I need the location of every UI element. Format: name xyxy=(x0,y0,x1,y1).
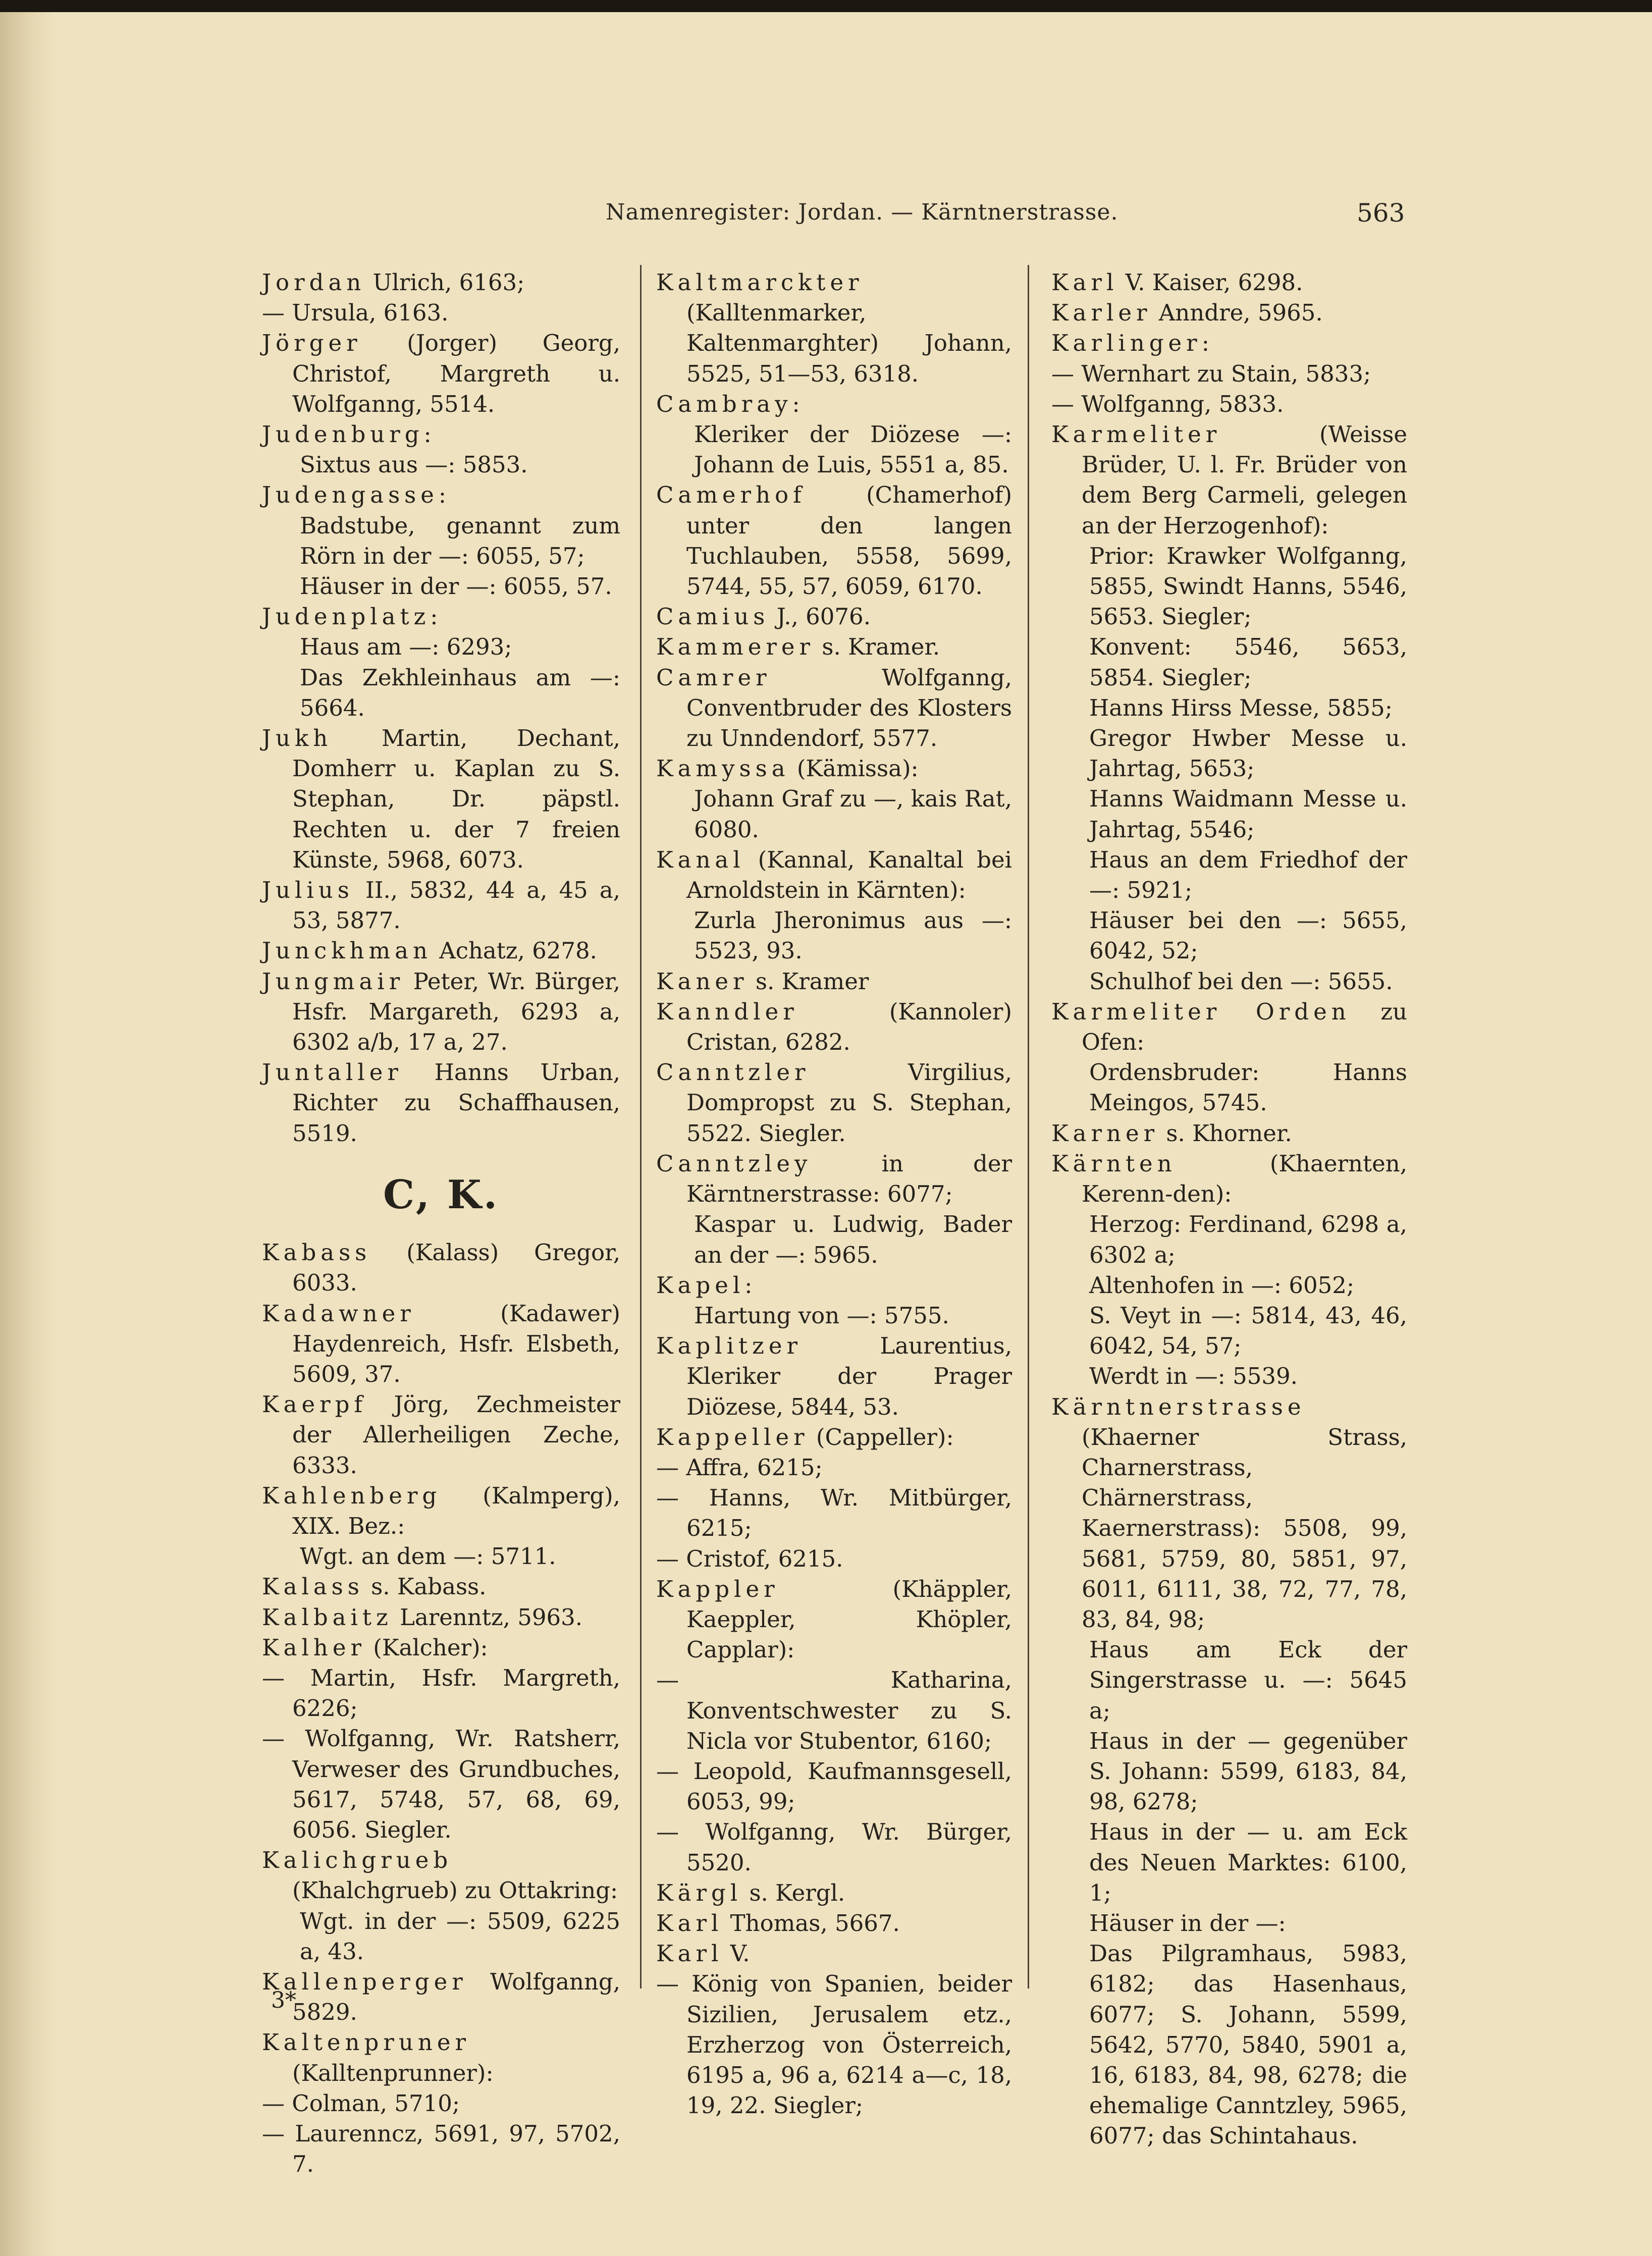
index-subentry xyxy=(1051,1209,1407,1270)
entry-keyword: Kalher xyxy=(262,1634,366,1661)
entry-keyword: Jukh xyxy=(262,725,333,752)
index-entry xyxy=(656,663,1012,754)
entry-text: s. Kergl. xyxy=(742,1879,845,1906)
entry-keyword: Kaerpf xyxy=(262,1391,367,1418)
entry-text: Kleriker der Diözese —: Johann de Luis, 5551 a, 85. xyxy=(694,421,1012,478)
index-entry xyxy=(656,1878,1012,1908)
entry-text: Wgt. in der —: 5509, 6225 a, 43. xyxy=(300,1907,620,1965)
index-entry xyxy=(656,1149,1012,1209)
index-entry xyxy=(262,1389,620,1481)
entry-text: — Laurenncz, 5691, 97, 5702, 7. xyxy=(262,2120,620,2178)
entry-text: Hartung von —: 5755. xyxy=(694,1302,949,1329)
index-entry xyxy=(262,298,620,328)
entry-text: Thomas, 5667. xyxy=(723,1909,900,1937)
entry-text: V. xyxy=(723,1940,750,1967)
index-entry xyxy=(262,1633,620,1663)
index-entry xyxy=(262,966,620,1058)
entry-text: — Leopold, Kaufmannsgesell, 6053, 99; xyxy=(656,1757,1012,1815)
entry-text: — Hanns, Wr. Mitbürger, 6215; xyxy=(656,1484,1012,1542)
entry-keyword: Kärntnerstrasse xyxy=(1051,1393,1306,1420)
entry-text: — Wolfganng, Wr. Ratsherr, Verweser des Grundbuches, 5617, 5748, 57, 68, 69, 6056. Siegler. xyxy=(262,1725,620,1843)
entry-keyword: Kalbaitz xyxy=(262,1603,393,1631)
index-column-1 xyxy=(262,267,620,2179)
entry-text: (Kalcher): xyxy=(365,1634,488,1661)
column-rule xyxy=(640,265,642,1989)
index-entry xyxy=(262,2088,620,2119)
index-subentry xyxy=(1051,1361,1407,1391)
index-entry xyxy=(656,997,1012,1057)
entry-text: J., 6076. xyxy=(769,603,871,630)
index-entry xyxy=(656,480,1012,602)
entry-keyword: Karmeliter xyxy=(1051,421,1221,448)
entry-keyword: Juntaller xyxy=(262,1059,403,1086)
entry-text: Kaspar u. Ludwig, Bader an der —: 5965. xyxy=(694,1211,1012,1268)
entry-keyword: Karmeliter Orden xyxy=(1051,998,1351,1025)
index-entry xyxy=(1051,1392,1407,1635)
entry-text: Zurla Jheronimus aus —: 5523, 93. xyxy=(694,907,1012,964)
entry-text: — Katharina, Konventschwester zu S. Nicla vor Stubentor, 6160; xyxy=(656,1667,1012,1754)
entry-text: : xyxy=(430,603,438,630)
entry-text: Ulrich, 6163; xyxy=(365,269,525,296)
index-subentry xyxy=(1051,905,1407,966)
entry-text: Häuser in der —: 6055, 57. xyxy=(300,573,612,600)
entry-text: (Kannal, Kanaltal bei Arnoldstein in Kärnten): xyxy=(686,846,1012,904)
entry-keyword: Kammerer xyxy=(656,633,815,661)
index-entry xyxy=(656,632,1012,662)
index-entry xyxy=(262,1299,620,1390)
entry-text: (Khaerner Strass, Charnerstrass, Chärnerstrass, Kaernerstrass): 5508, 99, 5681, 5759, 80, 5851, 97, 6011, 6111, 38, 72, 77, 78, 83, 84, 98; xyxy=(1082,1423,1407,1633)
entry-text: Prior: Krawker Wolfganng, 5855, Swindt Hanns, 5546, 5653. Siegler; xyxy=(1089,542,1407,630)
index-column-2 xyxy=(656,267,1012,2121)
index-entry xyxy=(1051,267,1407,298)
index-entry xyxy=(262,602,620,632)
index-entry xyxy=(656,267,1012,389)
index-column-3 xyxy=(1051,267,1407,2152)
entry-text: V. Kaiser, 6298. xyxy=(1118,269,1303,296)
index-subentry xyxy=(656,784,1012,844)
index-entry xyxy=(656,1908,1012,1939)
index-entry xyxy=(262,2027,620,2088)
entry-keyword: Kaltenpruner xyxy=(262,2029,470,2056)
index-subentry xyxy=(1051,966,1407,997)
sheet-signature: 3* xyxy=(271,1988,296,2013)
index-entry xyxy=(262,2119,620,2179)
index-entry xyxy=(656,845,1012,905)
index-entry xyxy=(656,966,1012,997)
index-entry xyxy=(262,328,620,419)
index-subentry xyxy=(1051,1939,1407,2151)
entry-keyword: Camerhof xyxy=(656,481,806,509)
entry-keyword: Kappeller xyxy=(656,1423,809,1451)
entry-text: s. Kabass. xyxy=(363,1573,487,1600)
index-entry xyxy=(262,936,620,966)
entry-text: (Weisse Brüder, U. l. Fr. Brüder von dem Berg Carmeli, gelegen an der Herzogenhof): xyxy=(1082,421,1407,539)
entry-keyword: Jungmair xyxy=(262,968,405,995)
index-entry xyxy=(656,1969,1012,2121)
entry-text: Konvent: 5546, 5653, 5854. Siegler; xyxy=(1089,633,1407,691)
section-heading: C, K. xyxy=(383,1171,499,1218)
entry-keyword: Canntzler xyxy=(656,1059,810,1086)
index-entry xyxy=(656,1331,1012,1422)
index-subentry xyxy=(1051,1301,1407,1361)
entry-keyword: Kalass xyxy=(262,1573,364,1600)
entry-text: : xyxy=(744,1271,753,1299)
index-entry xyxy=(262,419,620,450)
entry-text: Sixtus aus —: 5853. xyxy=(300,451,528,478)
entry-text: Das Pilgramhaus, 5983, 6182; das Hasenhaus, 6077; S. Johann, 5599, 5642, 5770, 5840, 5901 a, 16, 6183, 84, 98, 6278; die ehemalige Canntzley, 5965, 6077; das Schintahaus. xyxy=(1089,1940,1407,2150)
entry-text: : xyxy=(1201,330,1209,357)
index-entry xyxy=(262,1967,620,2027)
index-subentry xyxy=(1051,541,1407,632)
index-subentry xyxy=(262,511,620,571)
entry-keyword: Camrer xyxy=(656,664,771,691)
entry-text: S. Veyt in —: 5814, 43, 46, 6042, 54, 57; xyxy=(1089,1302,1407,1360)
entry-text: Wgt. an dem —: 5711. xyxy=(300,1543,556,1570)
index-entry xyxy=(262,1238,620,1298)
index-entry xyxy=(262,1724,620,1845)
entry-text: Das Zekhleinhaus am —: 5664. xyxy=(300,664,620,721)
index-subentry xyxy=(656,905,1012,966)
column-rule xyxy=(1028,265,1029,1989)
entry-text: (Khaernten, Kerenn-den): xyxy=(1082,1150,1407,1208)
entry-keyword: Karl xyxy=(656,1940,723,1967)
entry-text: Larenntz, 5963. xyxy=(392,1603,583,1631)
entry-text: Anndre, 5965. xyxy=(1151,299,1323,327)
entry-keyword: Kärgl xyxy=(656,1879,742,1906)
index-entry xyxy=(656,1057,1012,1149)
entry-keyword: Kaltmarckter xyxy=(656,269,864,296)
index-subentry xyxy=(656,419,1012,480)
entry-text: Hanns Urban, Richter zu Schaffhausen, 5519. xyxy=(292,1059,620,1147)
entry-text: (Kalltenmarker, Kaltenmarghter) Johann, 5525, 51—53, 6318. xyxy=(686,299,1012,387)
index-entry xyxy=(656,1422,1012,1453)
entry-text: : xyxy=(438,481,447,509)
entry-text: s. Khorner. xyxy=(1159,1119,1292,1147)
entry-keyword: Canntzley xyxy=(656,1150,812,1177)
entry-text: Laurentius, Kleriker der Prager Diözese, 5844, 53. xyxy=(686,1332,1012,1420)
index-subentry xyxy=(1051,693,1407,723)
entry-keyword: Kaner xyxy=(656,968,749,995)
index-entry xyxy=(1051,1149,1407,1209)
entry-text: (Jorger) Georg, Christof, Margreth u. Wolfganng, 5514. xyxy=(292,330,620,417)
index-entry xyxy=(262,1845,620,1906)
index-entry xyxy=(262,1602,620,1633)
index-entry xyxy=(656,1544,1012,1574)
index-entry xyxy=(656,1483,1012,1543)
entry-keyword: Kahlenberg xyxy=(262,1482,442,1509)
index-entry xyxy=(1051,359,1407,389)
index-entry xyxy=(262,875,620,936)
entry-text: — Wolfganng, 5833. xyxy=(1051,390,1284,417)
index-entry xyxy=(1051,328,1407,358)
entry-keyword: Judenplatz xyxy=(262,603,431,630)
entry-text: — König von Spanien, beider Sizilien, Jerusalem etz., Erzherzog von Österreich, 6195 a, 96 a, 6214 a—c, 18, 19, 22. Siegler; xyxy=(656,1970,1012,2119)
index-entry xyxy=(656,754,1012,784)
entry-text: (Kadawer) Haydenreich, Hsfr. Elsbeth, 5609, 37. xyxy=(292,1300,620,1387)
entry-keyword: Judengasse xyxy=(262,481,439,509)
entry-text: Haus in der — gegenüber S. Johann: 5599, 6183, 84, 98, 6278; xyxy=(1089,1727,1407,1815)
index-entry xyxy=(262,1481,620,1541)
entry-text: : xyxy=(423,421,432,448)
index-entry xyxy=(656,1665,1012,1756)
entry-text: — Cristof, 6215. xyxy=(656,1545,843,1572)
entry-keyword: Kamyssa xyxy=(656,755,790,782)
index-entry xyxy=(1051,419,1407,541)
index-subentry xyxy=(1051,784,1407,844)
entry-text: (Cappeller): xyxy=(809,1423,954,1451)
index-subentry xyxy=(1051,632,1407,692)
entry-text: Wolfganng, Conventbruder des Klosters zu Unndendorf, 5577. xyxy=(686,664,1012,752)
entry-keyword: Karlinger xyxy=(1051,330,1202,357)
entry-text: Haus an dem Friedhof der —: 5921; xyxy=(1089,846,1407,904)
entry-text: Haus am Eck der Singerstrasse u. —: 5645 a; xyxy=(1089,1636,1407,1724)
entry-text: Hanns Hirss Messe, 5855; xyxy=(1089,694,1393,721)
entry-text: — Wernhart zu Stain, 5833; xyxy=(1051,360,1371,387)
entry-text: Peter, Wr. Bürger, Hsfr. Margareth, 6293 a, 6302 a/b, 17 a, 27. xyxy=(292,968,620,1056)
index-entry xyxy=(262,1057,620,1149)
entry-text: (Kalltenprunner): xyxy=(292,2059,494,2086)
index-subentry xyxy=(1051,1270,1407,1301)
index-subentry xyxy=(656,1301,1012,1331)
entry-text: — Affra, 6215; xyxy=(656,1454,823,1481)
entry-keyword: Kaplitzer xyxy=(656,1332,802,1360)
entry-keyword: Karl xyxy=(656,1909,723,1937)
entry-text: Haus in der — u. am Eck des Neuen Marktes: 6100, 1; xyxy=(1089,1818,1407,1906)
entry-keyword: Kärnten xyxy=(1051,1150,1177,1177)
page-number: 563 xyxy=(1357,198,1405,228)
entry-keyword: Kapel xyxy=(656,1271,745,1299)
index-subentry xyxy=(1051,1057,1407,1118)
entry-keyword: Kappler xyxy=(656,1575,779,1602)
entry-text: Ordensbruder: Hanns Meingos, 5745. xyxy=(1089,1059,1407,1116)
header-title: Namenregister: Jordan. — Kärntnerstrasse. xyxy=(606,199,1118,225)
index-entry xyxy=(656,1756,1012,1817)
entry-text: Wolfganng, 5829. xyxy=(292,1968,620,2026)
entry-text: (Kannoler) Cristan, 6282. xyxy=(686,998,1012,1056)
entry-keyword: Kanal xyxy=(656,846,745,873)
page-gutter-shadow xyxy=(0,12,56,2256)
entry-text: Johann Graf zu —, kais Rat, 6080. xyxy=(694,785,1012,843)
entry-text: Achatz, 6278. xyxy=(432,937,597,964)
entry-text: Martin, Dechant, Domherr u. Kaplan zu S. Stephan, Dr. päpstl. Rechten u. der 7 freien Künste, 5968, 6073. xyxy=(292,725,620,873)
entry-text: Badstube, genannt zum Rörn in der —: 6055, 57; xyxy=(300,512,620,569)
index-subentry xyxy=(262,1541,620,1572)
entry-text: s. Kramer. xyxy=(815,633,940,661)
index-entry xyxy=(656,602,1012,632)
entry-text: Haus am —: 6293; xyxy=(300,633,512,661)
entry-text: Altenhofen in —: 6052; xyxy=(1089,1271,1355,1299)
entry-text: in der Kärntnerstrasse: 6077; xyxy=(686,1150,1012,1208)
entry-text: zu Ofen: xyxy=(1082,998,1407,1056)
index-subentry xyxy=(262,1906,620,1967)
index-entry xyxy=(1051,1118,1407,1149)
entry-text: — Martin, Hsfr. Margreth, 6226; xyxy=(262,1664,620,1722)
index-entry xyxy=(262,267,620,298)
index-subentry xyxy=(1051,1635,1407,1726)
entry-keyword: Junckhman xyxy=(262,937,432,964)
entry-text: (Kalass) Gregor, 6033. xyxy=(292,1239,620,1297)
entry-text: Werdt in —: 5539. xyxy=(1089,1363,1298,1390)
entry-text: — Wolfganng, Wr. Bürger, 5520. xyxy=(656,1818,1012,1876)
entry-keyword: Kanndler xyxy=(656,998,798,1025)
index-entry xyxy=(656,389,1012,419)
index-entry xyxy=(1051,389,1407,419)
index-subentry xyxy=(1051,1908,1407,1939)
entry-keyword: Kallenperger xyxy=(262,1968,467,1995)
entry-text: Jörg, Zechmeister der Allerheiligen Zeche, 6333. xyxy=(292,1391,620,1479)
index-entry xyxy=(1051,298,1407,328)
entry-keyword: Judenburg xyxy=(262,421,424,448)
entry-text: (Kämissa): xyxy=(789,755,919,782)
entry-keyword: Kalichgrueb xyxy=(262,1847,453,1874)
index-entry xyxy=(656,1939,1012,1969)
index-entry xyxy=(656,1453,1012,1483)
index-subentry xyxy=(262,632,620,662)
entry-text: II., 5832, 44 a, 45 a, 53, 5877. xyxy=(292,877,620,934)
index-subentry xyxy=(656,1209,1012,1270)
entry-keyword: Kadawner xyxy=(262,1300,415,1327)
index-subentry xyxy=(262,450,620,480)
entry-text: (Khäppler, Kaeppler, Khöpler, Capplar): xyxy=(686,1575,1012,1663)
entry-keyword: Karl xyxy=(1051,269,1118,296)
entry-text: — Ursula, 6163. xyxy=(262,299,449,327)
index-entry xyxy=(262,1572,620,1602)
entry-keyword: Cambray xyxy=(656,390,792,417)
index-subentry xyxy=(1051,723,1407,784)
index-entry xyxy=(262,480,620,510)
index-subentry xyxy=(1051,1726,1407,1817)
entry-keyword: Julius xyxy=(262,877,354,904)
entry-text: (Chamerhof) unter den langen Tuchlauben, 5558, 5699, 5744, 55, 57, 6059, 6170. xyxy=(686,481,1012,600)
entry-text: Schulhof bei den —: 5655. xyxy=(1089,968,1393,995)
entry-text: Häuser in der —: xyxy=(1089,1909,1286,1937)
entry-keyword: Jörger xyxy=(262,330,362,357)
entry-text: Hanns Waidmann Messe u. Jahrtag, 5546; xyxy=(1089,785,1407,843)
index-entry xyxy=(262,723,620,875)
entry-text: (Kalmperg), XIX. Bez.: xyxy=(292,1482,620,1539)
entry-keyword: Karler xyxy=(1051,299,1152,327)
index-subentry xyxy=(1051,1817,1407,1908)
index-entry xyxy=(262,1663,620,1724)
entry-text: Virgilius, Dompropst zu S. Stephan, 5522. Siegler. xyxy=(686,1059,1012,1147)
index-entry xyxy=(1051,997,1407,1057)
index-subentry xyxy=(262,663,620,723)
running-header xyxy=(0,199,1652,235)
entry-text: : xyxy=(792,390,800,417)
entry-text: Häuser bei den —: 5655, 6042, 52; xyxy=(1089,907,1407,964)
entry-keyword: Kabass xyxy=(262,1239,371,1266)
entry-keyword: Jordan xyxy=(262,269,366,296)
entry-text: (Khalchgrueb) zu Ottakring: xyxy=(292,1877,618,1904)
entry-text: Herzog: Ferdinand, 6298 a, 6302 a; xyxy=(1089,1211,1407,1268)
index-entry xyxy=(656,1270,1012,1301)
index-entry xyxy=(656,1817,1012,1877)
entry-keyword: Camius xyxy=(656,603,770,630)
entry-keyword: Karner xyxy=(1051,1119,1159,1147)
index-subentry xyxy=(262,571,620,602)
index-entry xyxy=(656,1574,1012,1666)
entry-text: Gregor Hwber Messe u. Jahrtag, 5653; xyxy=(1089,725,1407,782)
entry-text: — Colman, 5710; xyxy=(262,2089,460,2117)
entry-text: s. Kramer xyxy=(748,968,869,995)
index-subentry xyxy=(1051,845,1407,905)
